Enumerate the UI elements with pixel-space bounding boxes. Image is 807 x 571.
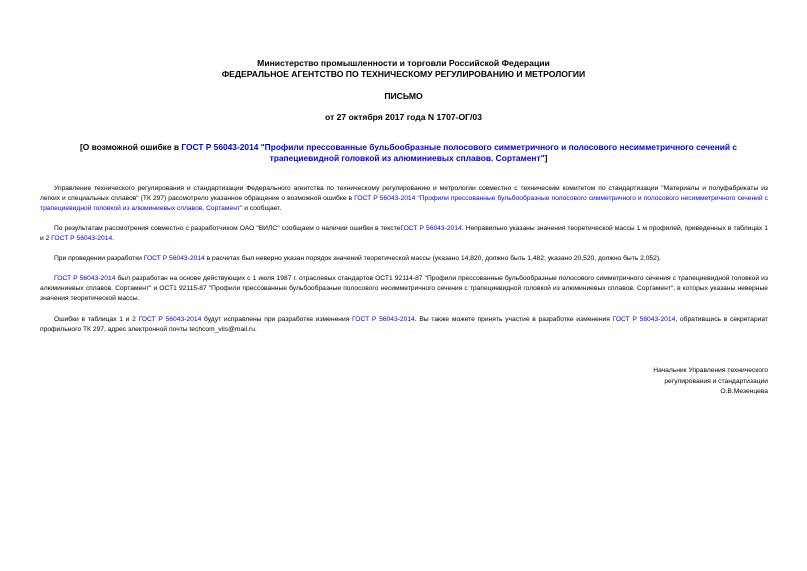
agency-heading: ФЕДЕРАЛЬНОЕ АГЕНТСТВО ПО ТЕХНИЧЕСКОМУ РЕГУЛИРОВАНИЮ И МЕТРОЛОГИИ [221,69,586,79]
paragraph-5 [40,315,768,335]
p3-gost-link[interactable]: ГОСТ Р 56043-2014 [143,255,205,262]
p1-text-1: Управление технического регулирования и стандартизации Федерального агентства по техническому регулированию и метрологии совместно с техническим комитетом по стандартизации "Материалы и полуфабрикаты из легких и специальных сплавов" (ТК 297) рассмотрело указанное обращение о возможной ошибке в [40,185,768,202]
signature-name: О.В.Мезенцева [720,388,768,396]
paragraph-4 [40,274,768,304]
p4-text-1: был разработан на основе действующих с 1 июля 1987 г. отраслевых стандартов ОСТ1 92114-87 "Профили прессованные бульбообразные полосового симметричного сечения с трапециевидной головкой из алюминиевых сплавов. Сортамент" и ОСТ1 92115-87 "Профили прессованные бульбообразные полосового несимметричного сечения с трапециевидной головкой из алюминиевых сплавов. Сортамент", в которых указаны неверные значения теоретической массы. [40,275,768,302]
paragraph-2 [40,224,768,244]
p2-gost-link-1[interactable]: ГОСТ Р 56043-2014 [400,225,462,232]
title-open-bracket: [ [79,142,83,152]
p5-text-3: . Вы также можете принять участие в разработке изменения [414,316,613,323]
doc-type-heading: ПИСЬМО [384,91,423,101]
title-prefix: О возможной ошибке в [82,142,182,152]
paragraph-3 [40,254,768,264]
p2-gost-link-2[interactable]: ГОСТ Р 56043-2014 [51,235,113,242]
title-close-bracket: ] [544,153,548,163]
p1-gost-link[interactable]: ГОСТ Р 56043-2014 "Профили прессованные бульбообразные полосового симметричного и полосового несимметричного сечений с трапециевидной головкой из алюминиевых сплавов. Сортамент" [40,195,768,212]
p5-gost-link-2[interactable]: ГОСТ Р 56043-2014 [352,316,415,323]
p4-gost-link[interactable]: ГОСТ Р 56043-2014 [54,275,116,282]
p2-text-2: . Неправильно указаны значения теоретической массы 1 м профилей, приведенных в таблицах 1 и 2 [40,225,768,242]
letter-title [60,142,757,164]
title-gost-link[interactable]: ГОСТ Р 56043-2014 "Профили прессованные бульбообразные полосового симметричного и полосового несимметричного сечений с трапециевидной головкой из алюминиевых сплавов. Сортамент" [181,142,738,163]
p5-gost-link-3[interactable]: ГОСТ Р 56043-2014 [612,316,676,323]
p2-text-1: По результатам рассмотрения совместно с разработчиком ОАО "ВИЛС" сообщаем о наличии ошибки в тексте [54,225,401,232]
signature-block [653,366,768,398]
p5-text-2: будут исправлены при разработке изменения [201,316,353,323]
signature-position-line-1: Начальник Управления технического [653,367,768,374]
ministry-heading: Министерство промышленности и торговли Российской Федерации [257,58,550,68]
paragraph-1 [40,184,768,214]
p2-text-3: . [112,235,115,242]
p5-text-4: , обратившись в секретариат профильного ТК 297, адрес электронной почты techcom_vils@mail.ru. [40,316,768,333]
p3-text-1: При проведении разработки [54,255,144,262]
date-number-heading: от 27 октября 2017 года N 1707-ОГ/03 [324,112,482,122]
p3-text-2: в расчетах был неверно указан порядок значений теоретической массы (указано 14,820, должно быть 1,482; указано 20,520, должно быть 2,052). [204,255,661,262]
p1-text-2: и сообщает. [242,205,282,212]
p5-gost-link-1[interactable]: ГОСТ Р 56043-2014 [138,316,202,323]
p5-text-1: Ошибки в таблицах 1 и 2 [54,316,139,323]
signature-position-line-2: регулирования и стандартизации [664,377,768,385]
